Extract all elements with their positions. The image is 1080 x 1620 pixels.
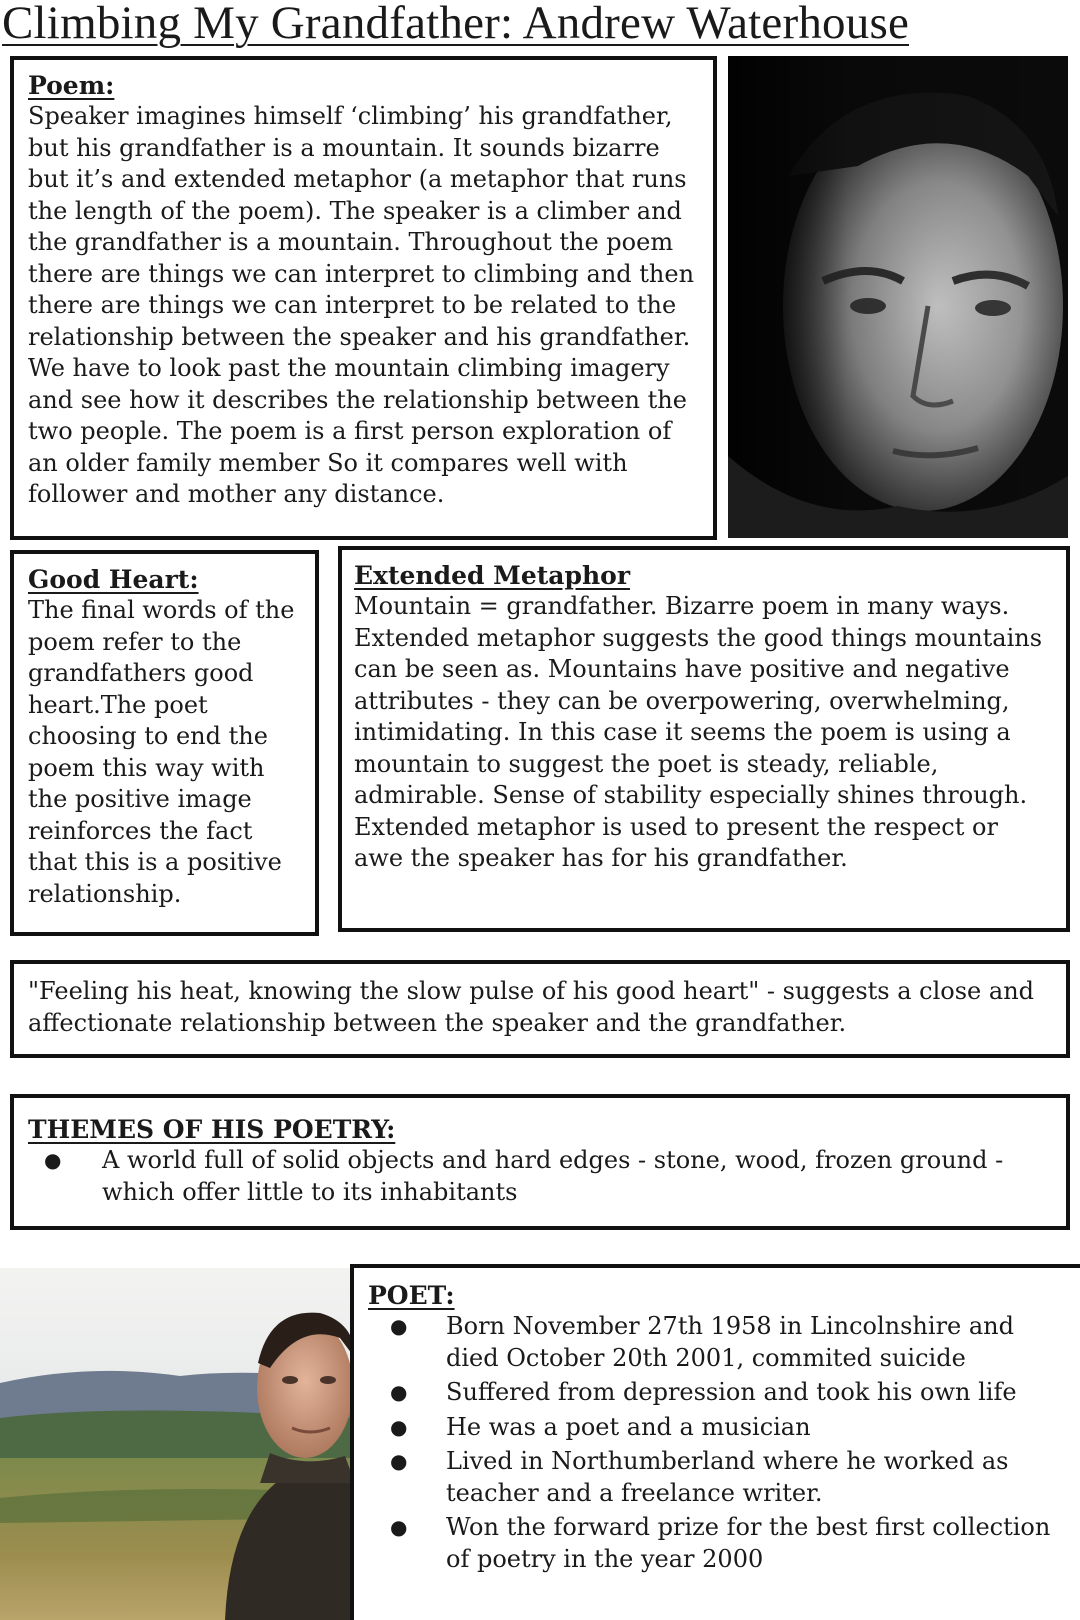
poet-item-text: He was a poet and a musician bbox=[446, 1412, 811, 1441]
good-heart-text: The final words of the poem refer to the grandfathers good heart.The poet choosing to end the poem this way with the positive image reinforces the fact that this is a positive relationship. bbox=[28, 596, 295, 908]
poet-item-text: Won the forward prize for the best first collection of poetry in the year 2000 bbox=[446, 1513, 1051, 1573]
themes-heading: THEMES OF HIS POETRY: bbox=[28, 1115, 396, 1144]
poet-item bbox=[390, 1512, 1054, 1575]
themes-item bbox=[44, 1145, 1012, 1208]
extended-metaphor-text: Mountain = grandfather. Bizarre poem in many ways. Extended metaphor suggests the good things mountains can be seen as. Mountains have positive and negative attributes - they can be overpowering, overwhelming, intimidating. In this case it seems the poem is using a mountain to suggest the poet is steady, reliable, admirable. Sense of stability especially shines through. Extended metaphor is used to present the respect or awe the speaker has for his grandfather. bbox=[354, 592, 1043, 872]
themes-item-text: A world full of solid objects and hard edges - stone, wood, frozen ground - which offer little to its inhabitants bbox=[102, 1146, 1004, 1206]
bullet-icon: ● bbox=[390, 1380, 408, 1404]
quote-box bbox=[10, 960, 1070, 1058]
poet-item-text: Born November 27th 1958 in Lincolnshire and died October 20th 2001, commited suicide bbox=[446, 1312, 1014, 1372]
poet-landscape-photo bbox=[0, 1268, 355, 1620]
extended-metaphor-box bbox=[338, 546, 1070, 932]
bullet-icon: ● bbox=[390, 1515, 408, 1539]
page-title: Climbing My Grandfather: Andrew Waterhouse bbox=[2, 0, 909, 49]
good-heart-box bbox=[10, 550, 319, 936]
themes-box bbox=[10, 1094, 1070, 1230]
poet-item-text: Suffered from depression and took his own life bbox=[446, 1378, 1017, 1406]
poet-list bbox=[368, 1311, 1068, 1575]
quote-text: "Feeling his heat, knowing the slow pulse of his good heart" - suggests a close and affectionate relationship between the speaker and the grandfather. bbox=[28, 977, 1035, 1037]
author-portrait-photo bbox=[728, 56, 1068, 538]
poem-text: Speaker imagines himself ‘climbing’ his grandfather, but his grandfather is a mountain. It sounds bizarre but it’s and extended metaphor (a metaphor that runs the length of the poem). The speaker is a climber and the grandfather is a mountain. Throughout the poem there are things we can interpret to climbing and then there are things we can interpret to be related to the relationship between the speaker and his grandfather. We have to look past the mountain climbing imagery and see how it describes the relationship between the two people. The poem is a first person exploration of an older family member So it compares well with follower and mother any distance. bbox=[28, 102, 695, 508]
poet-box bbox=[350, 1264, 1080, 1620]
bullet-icon: ● bbox=[390, 1314, 408, 1338]
extended-metaphor-heading: Extended Metaphor bbox=[354, 561, 630, 590]
poet-item bbox=[390, 1377, 1054, 1409]
poet-item bbox=[390, 1446, 1054, 1509]
poet-item bbox=[390, 1412, 1054, 1444]
poet-item bbox=[390, 1311, 1054, 1374]
themes-list bbox=[28, 1145, 1052, 1208]
good-heart-heading: Good Heart: bbox=[28, 565, 199, 594]
poem-heading: Poem: bbox=[28, 71, 115, 100]
bullet-icon: ● bbox=[390, 1414, 408, 1439]
poem-box bbox=[10, 56, 717, 540]
bullet-icon: ● bbox=[44, 1148, 62, 1172]
bullet-icon: ● bbox=[390, 1449, 408, 1473]
poet-heading: POET: bbox=[368, 1281, 455, 1310]
poet-item-text: Lived in Northumberland where he worked as teacher and a freelance writer. bbox=[446, 1447, 1009, 1507]
